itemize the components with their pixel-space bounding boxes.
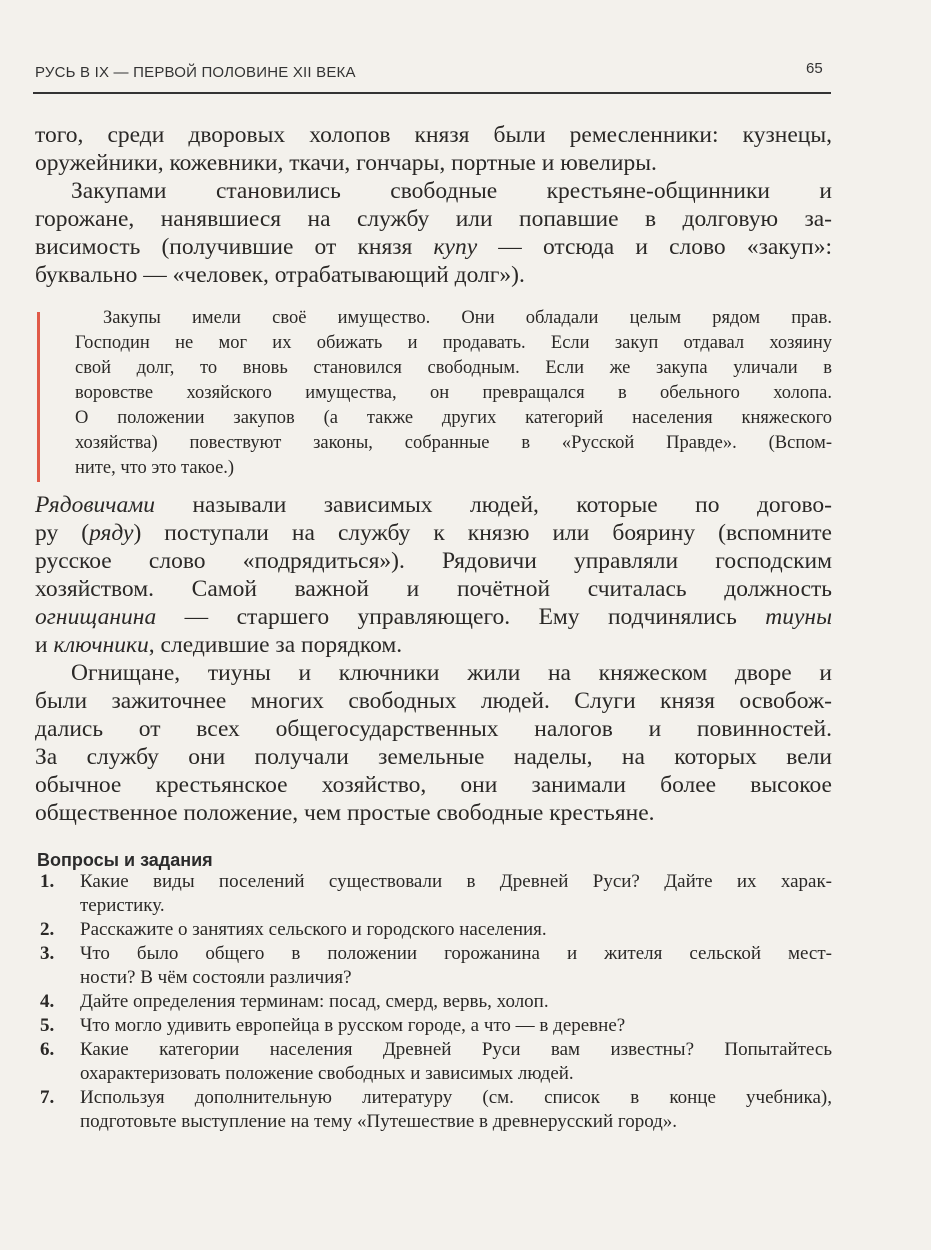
text-run: , следившие за порядком. <box>148 632 403 658</box>
questions-heading: Вопросы и задания <box>37 850 213 870</box>
question-number: 3. <box>40 943 55 964</box>
text-line <box>35 687 832 715</box>
text-line <box>35 519 832 547</box>
text-line <box>35 631 832 659</box>
text-run: оружейники, кожевники, ткачи, гончары, портные и ювелиры. <box>35 150 657 176</box>
text-line <box>35 603 832 631</box>
text-line: ности? В чём состояли различия? <box>80 967 352 988</box>
text-line <box>35 715 832 743</box>
text-line: Какие виды поселений существовали в Древней Руси? Дайте их харак- <box>80 871 832 892</box>
text-run: называли зависимых людей, которые по догово- <box>155 492 832 518</box>
text-run: — отсюда и слово «закуп»: <box>477 234 832 260</box>
text-line <box>35 743 832 771</box>
text-line <box>35 491 832 519</box>
question-number: 6. <box>40 1039 55 1060</box>
text-line <box>75 306 832 331</box>
text-run: висимость (получившие от князя <box>35 234 434 260</box>
text-line <box>35 771 832 799</box>
question-text <box>80 1014 832 1038</box>
text-line <box>75 331 832 356</box>
text-line <box>35 547 832 575</box>
text-run: общественное положение, чем простые свободные крестьяне. <box>35 800 655 826</box>
paragraph <box>35 659 832 827</box>
header-rule <box>33 92 831 94</box>
text-line: охарактеризовать положение свободных и зависимых людей. <box>80 1063 574 1084</box>
text-run: О положении закупов (а также других категорий населения княжеского <box>75 408 832 428</box>
text-line <box>35 575 832 603</box>
paragraph <box>75 306 832 481</box>
running-header: РУСЬ В IX — ПЕРВОЙ ПОЛОВИНЕ XII ВЕКА <box>35 64 356 81</box>
text-run: Господин не мог их обижать и продавать. Если закуп отдавал хозяину <box>75 333 832 353</box>
question-text <box>80 870 832 918</box>
text-run: хозяйства) повествуют законы, собранные в «Русской Правде». (Вспом- <box>75 433 832 453</box>
question-number: 4. <box>40 991 55 1012</box>
text-run: русское слово «подрядиться»). Рядовичи управляли господским <box>35 548 832 574</box>
text-run: За службу они получали земельные наделы, на которых вели <box>35 744 832 770</box>
text-line <box>75 381 832 406</box>
text-line: Что могло удивить европейца в русском городе, а что — в деревне? <box>80 1015 626 1036</box>
question-item <box>40 870 832 918</box>
text-line <box>35 121 832 149</box>
question-text <box>80 1038 832 1086</box>
text-run: Огнищане, тиуны и ключники жили на княжеском дворе и <box>71 660 832 686</box>
text-run: и <box>35 632 54 658</box>
question-number: 7. <box>40 1087 55 1108</box>
text-run: хозяйством. Самой важной и почётной считалась должность <box>35 576 832 602</box>
question-item <box>40 1086 832 1134</box>
text-line: теристику. <box>80 895 165 916</box>
text-run: ) поступали на службу к князю или боярину (вспомните <box>133 520 832 546</box>
text-line <box>35 149 832 177</box>
term-italic: ряду <box>89 520 134 546</box>
text-line <box>75 356 832 381</box>
question-item <box>40 990 832 1014</box>
text-line <box>35 261 832 289</box>
question-text <box>80 918 832 942</box>
text-line <box>35 233 832 261</box>
text-run: свой долг, то вновь становился свободным. Если же закупа уличали в <box>75 358 832 378</box>
text-run: ните, что это такое.) <box>75 458 235 478</box>
question-text <box>80 1086 832 1134</box>
term-italic: тиуны <box>765 604 832 630</box>
text-line <box>35 799 832 827</box>
text-run: Закупами становились свободные крестьяне-общинники и <box>71 178 832 204</box>
text-run: — старшего управляющего. Ему подчинялись <box>156 604 766 630</box>
text-run: горожане, нанявшиеся на службу или попавшие в долговую за- <box>35 206 832 232</box>
question-text <box>80 942 832 990</box>
body-text-top <box>35 121 832 289</box>
paragraph <box>35 121 832 177</box>
sidebar-accent-bar <box>37 312 40 482</box>
text-line: Что было общего в положении горожанина и жителя сельской мест- <box>80 943 832 964</box>
text-line <box>35 205 832 233</box>
text-line <box>75 431 832 456</box>
text-run: дались от всех общегосударственных налогов и повинностей. <box>35 716 832 742</box>
question-item <box>40 918 832 942</box>
text-line <box>35 659 832 687</box>
text-run: того, среди дворовых холопов князя были ремесленники: кузнецы, <box>35 122 832 148</box>
paragraph <box>35 177 832 289</box>
question-number: 5. <box>40 1015 55 1036</box>
text-run: Закупы имели своё имущество. Они обладали целым рядом прав. <box>103 308 832 328</box>
text-run: обычное крестьянское хозяйство, они занимали более высокое <box>35 772 832 798</box>
text-line <box>35 177 832 205</box>
text-line: Какие категории населения Древней Руси вам известны? Попытайтесь <box>80 1039 832 1060</box>
text-line <box>75 406 832 431</box>
text-run: воровстве хозяйского имущества, он превращался в обельного холопа. <box>75 383 832 403</box>
paragraph <box>35 491 832 659</box>
text-run: были зажиточнее многих свободных людей. Слуги князя освобож- <box>35 688 832 714</box>
text-line <box>75 456 832 481</box>
question-number: 1. <box>40 871 55 892</box>
text-line: Используя дополнительную литературу (см. список в конце учебника), <box>80 1087 832 1108</box>
question-text <box>80 990 832 1014</box>
sidebar-note <box>75 306 832 481</box>
term-italic: огнищанина <box>35 604 157 630</box>
term-italic: купу <box>433 234 478 260</box>
term-italic: Рядовичами <box>35 492 155 518</box>
text-line: подготовьте выступление на тему «Путешествие в древнерусский город». <box>80 1111 678 1132</box>
question-item <box>40 1038 832 1086</box>
text-line: Дайте определения терминам: посад, смерд, вервь, холоп. <box>80 991 549 1012</box>
question-item <box>40 1014 832 1038</box>
term-italic: ключники <box>53 632 149 658</box>
question-item <box>40 942 832 990</box>
page-number: 65 <box>806 60 823 77</box>
question-number: 2. <box>40 919 55 940</box>
questions-list <box>40 870 832 1134</box>
text-run: ру ( <box>35 520 90 546</box>
body-text-bottom <box>35 491 832 827</box>
text-run: буквально — «человек, отрабатывающий долг»). <box>35 262 525 288</box>
text-line: Расскажите о занятиях сельского и городского населения. <box>80 919 547 940</box>
